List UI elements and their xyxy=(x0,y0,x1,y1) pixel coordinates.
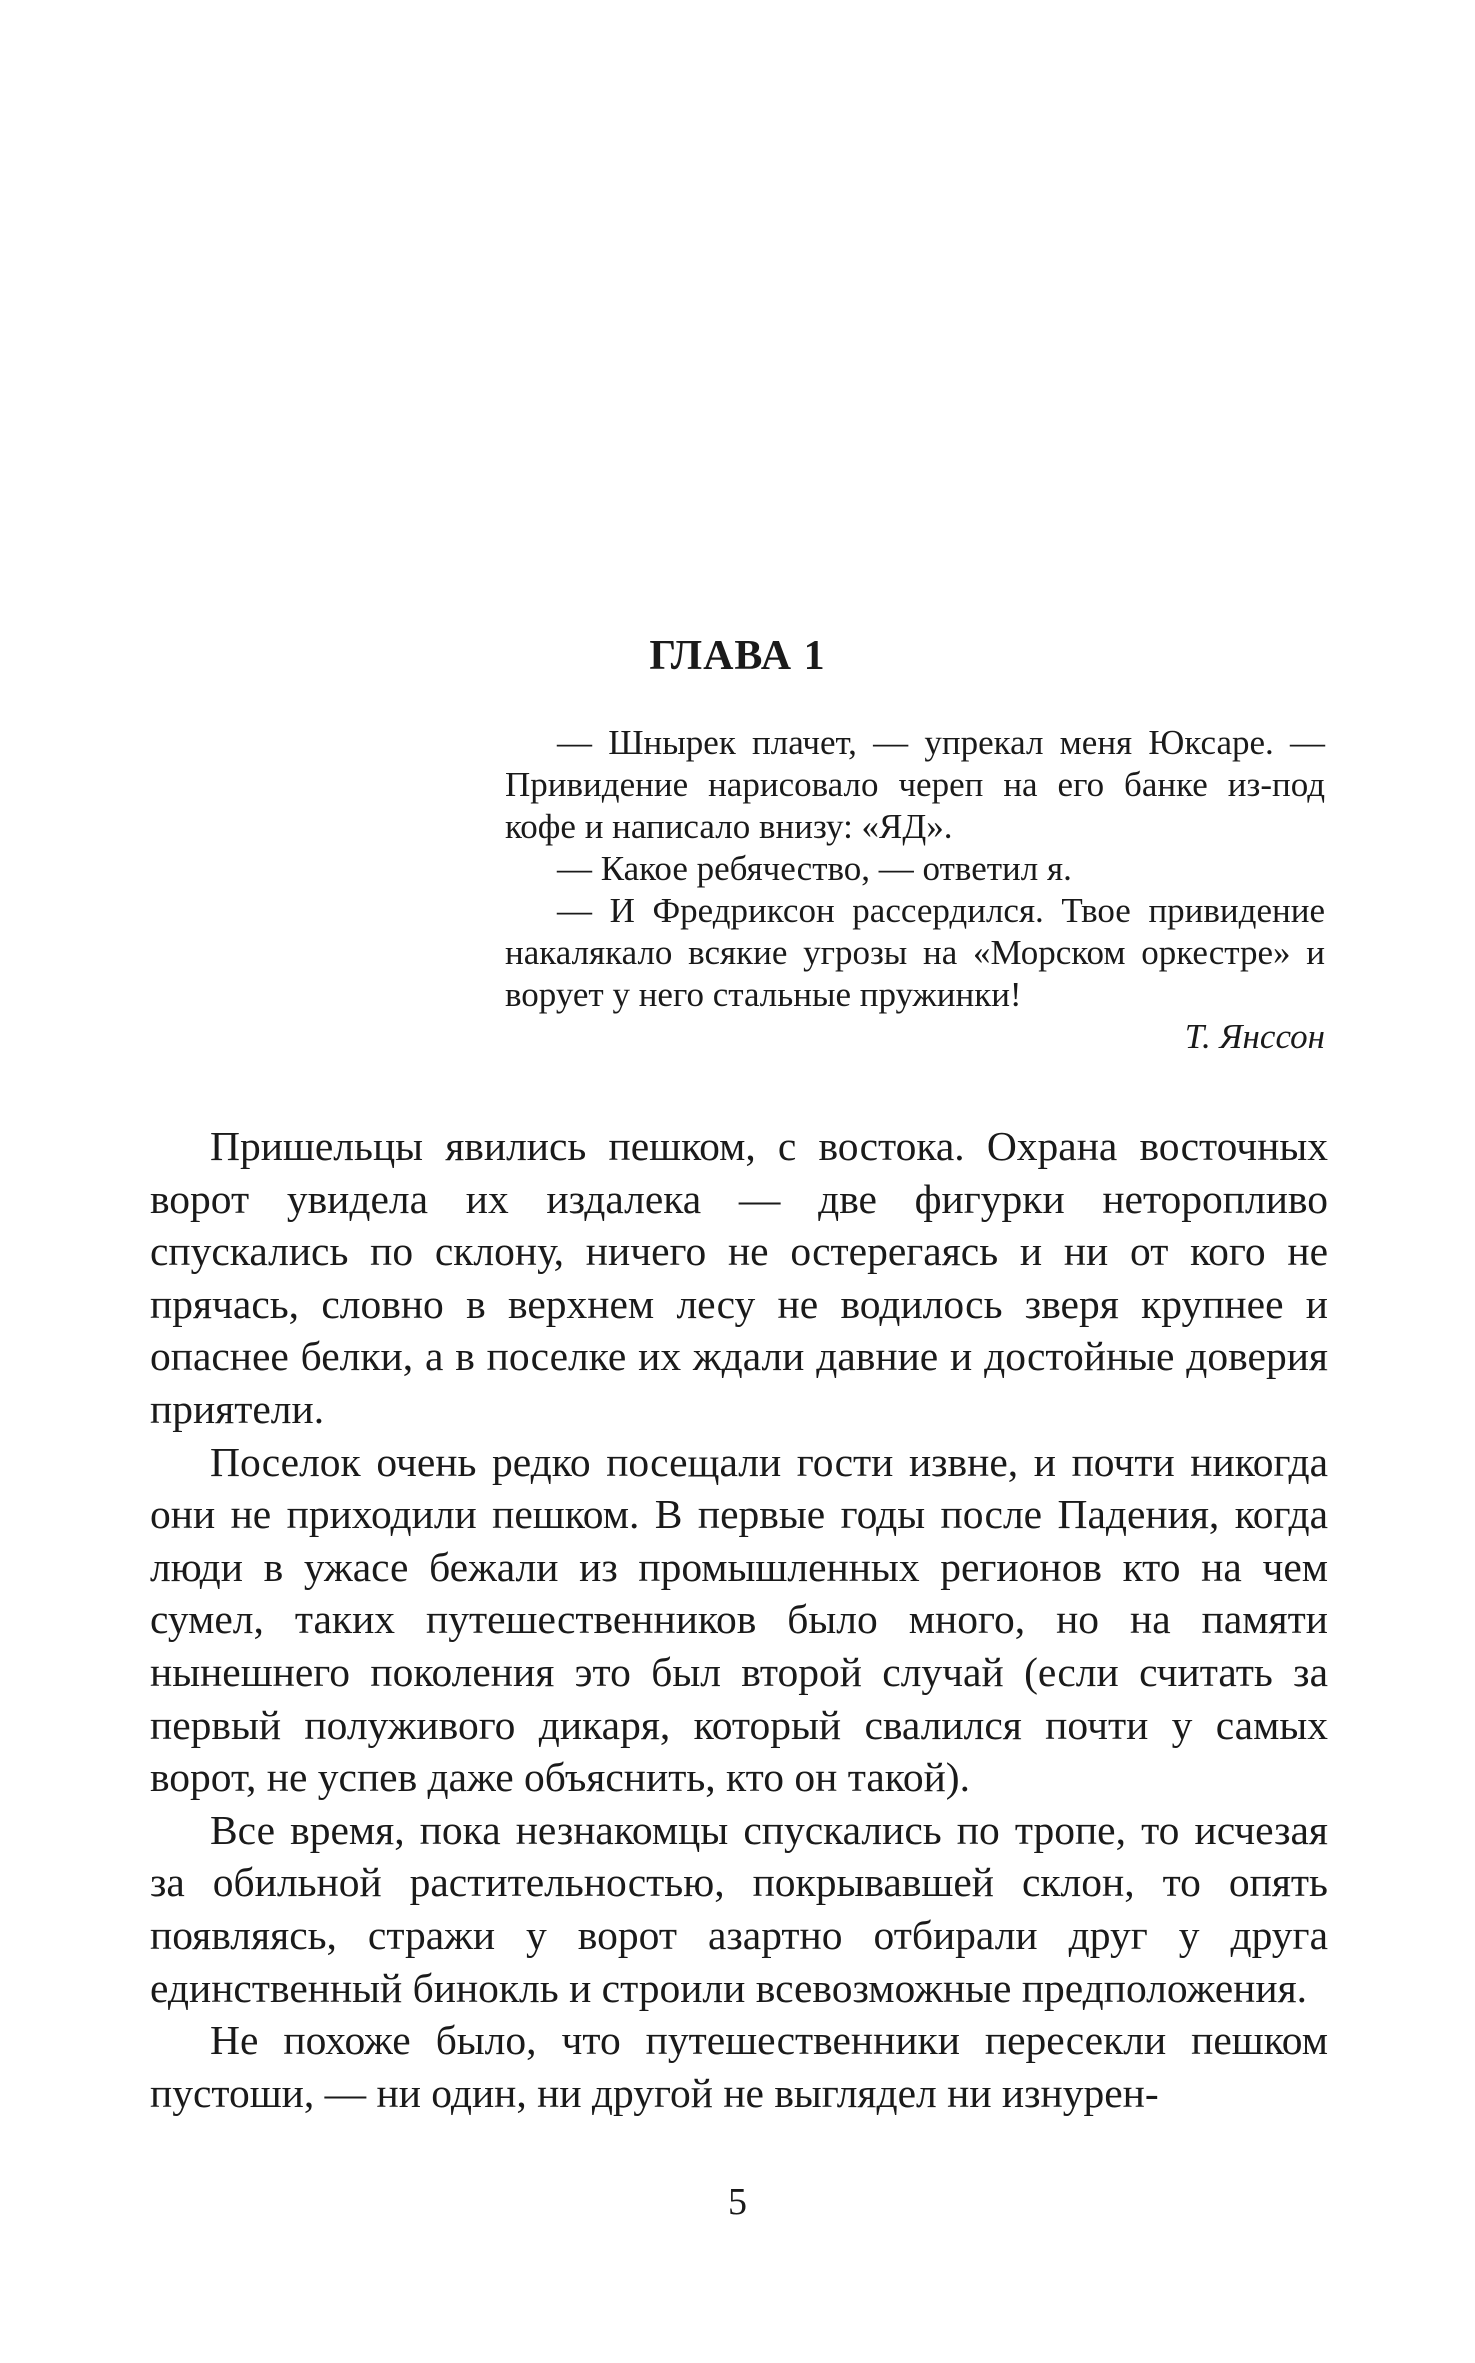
epigraph xyxy=(505,722,1325,1058)
page-number: 5 xyxy=(728,2181,747,2223)
chapter-title: ГЛАВА 1 xyxy=(649,633,826,679)
body-text xyxy=(150,1120,1328,2119)
body-paragraph: Поселок очень редко посещали гости извне, и почти никогда они не приходили пешком. В первые годы после Падения, когда люди в ужасе бежали из промышленных регионов кто на чем сумел, таких путешественников было много, но на памяти нынешнего поколения это был второй случай (если считать за первый полуживого дикаря, который свалился почти у самых ворот, не успев даже объяснить, кто он такой). xyxy=(150,1438,1328,1801)
epigraph-line: — Шнырек плачет, — упрекал меня Юксаре. — Привидение нарисовало череп на его банке из-под кофе и написало внизу: «ЯД». xyxy=(505,723,1325,846)
epigraph-line: — Какое ребячество, — ответил я. xyxy=(557,849,1072,888)
epigraph-line: — И Фредриксон рассердился. Твое привидение накалякало всякие угрозы на «Морском оркестре» и ворует у него стальные пружинки! xyxy=(505,891,1325,1014)
body-paragraph: Пришельцы явились пешком, с востока. Охрана восточных ворот увидела их издалека — две фигурки неторопливо спускались по склону, ничего не остерегаясь и ни от кого не прячась, словно в верхнем лесу не водилось зверя крупнее и опаснее белки, а в поселке их ждали давние и достойные доверия приятели. xyxy=(150,1123,1328,1432)
body-paragraph: Все время, пока незнакомцы спускались по тропе, то исчезая за обильной растительностью, покрывавшей склон, то опять появляясь, стражи у ворот азартно отбирали друг у друга единственный бинокль и строили всевозможные предположения. xyxy=(150,1806,1328,2011)
body-paragraph: Не похоже было, что путешественники пересекли пешком пустоши, — ни один, ни другой не выглядел ни изнурен- xyxy=(150,2017,1328,2116)
epigraph-attribution: Т. Янссон xyxy=(1184,1017,1325,1056)
